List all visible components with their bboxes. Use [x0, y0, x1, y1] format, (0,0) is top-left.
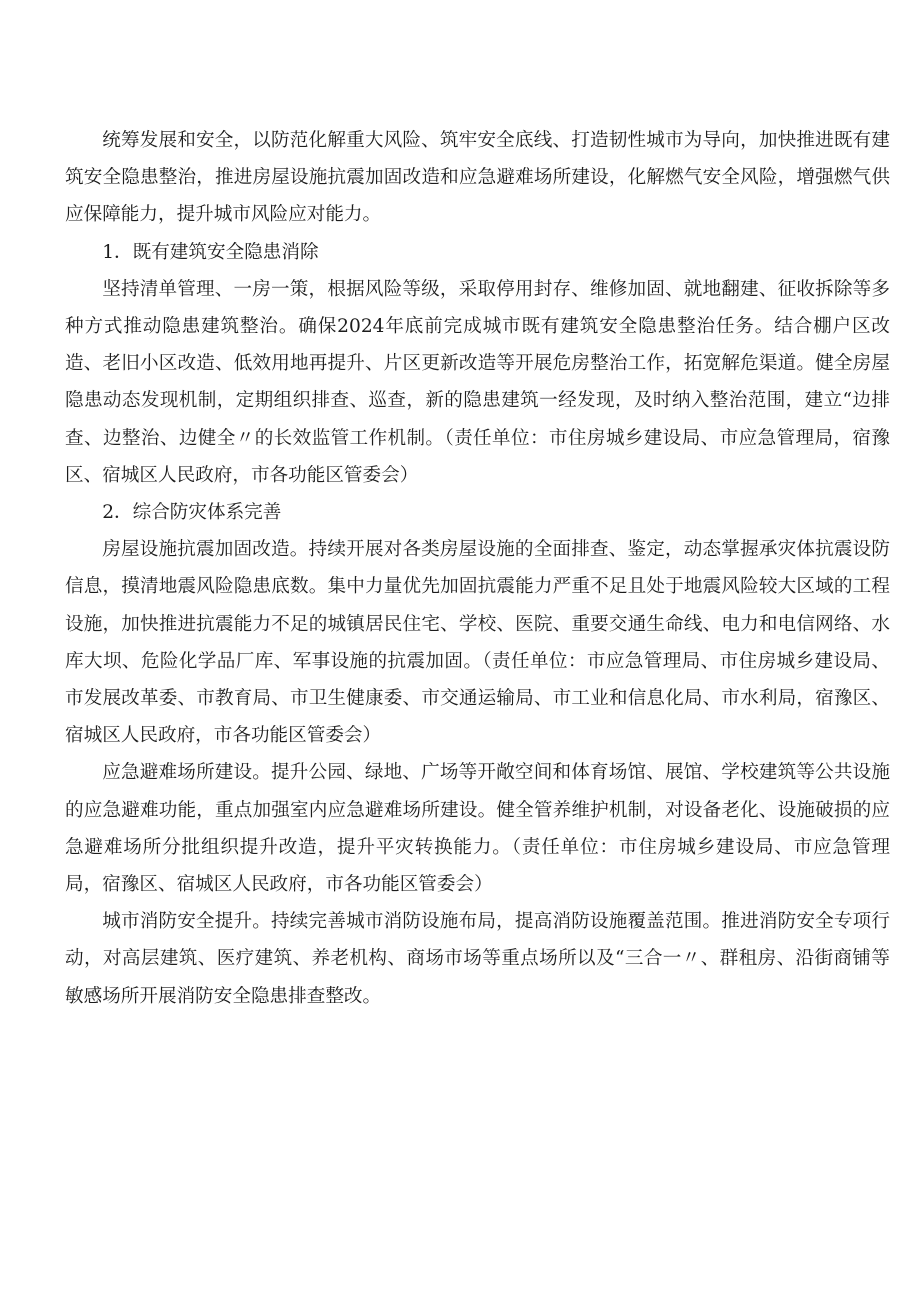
fire-safety-paragraph: 城市消防安全提升。持续完善城市消防设施布局，提高消防设施覆盖范围。推进消防安全专项行动，对高层建筑、医疗建筑、养老机构、商场市场等重点场所以及“三合一〃、群租房、沿街商铺等敏感场所开展消防安全隐患排查整改。 [65, 911, 890, 1007]
section1-heading: 1．既有建筑安全隐患消除 [102, 241, 319, 263]
intro-paragraph: 统筹发展和安全，以防范化解重大风险、筑牢安全底线、打造韧性城市为导向，加快推进既有建筑安全隐患整治，推进房屋设施抗震加固改造和应急避难场所建设，化解燃气安全风险，增强燃气供应保障能力，提升城市风险应对能力。 [65, 130, 890, 226]
document-page [65, 122, 890, 1015]
section2-heading: 2．综合防灾体系完善 [102, 502, 282, 524]
section1-paragraph: 坚持清单管理、一房一策，根据风险等级，采取停用封存、维修加固、就地翻建、征收拆除等多种方式推动隐患建筑整治。确保2024年底前完成城市既有建筑安全隐患整治任务。结合棚户区改造、老旧小区改造、低效用地再提升、片区更新改造等开展危房整治工作，拓宽解危渠道。健全房屋隐患动态发现机制，定期组织排查、巡查，新的隐患建筑一经发现，及时纳入整治范围，建立“边排查、边整治、边健全〃的长效监管工作机制。（责任单位：市住房城乡建设局、市应急管理局，宿豫区、宿城区人民政府，市各功能区管委会） [65, 278, 890, 486]
emergency-shelter-paragraph: 应急避难场所建设。提升公园、绿地、广场等开敞空间和体育场馆、展馆、学校建筑等公共设施的应急避难功能，重点加强室内应急避难场所建设。健全管养维护机制，对设备老化、设施破损的应急避难场所分批组织提升改造，提升平灾转换能力。（责任单位：市住房城乡建设局、市应急管理局，宿豫区、宿城区人民政府，市各功能区管委会） [65, 762, 890, 896]
seismic-retrofit-paragraph: 房屋设施抗震加固改造。持续开展对各类房屋设施的全面排查、鉴定，动态掌握承灾体抗震设防信息，摸清地震风险隐患底数。集中力量优先加固抗震能力严重不足且处于地震风险较大区域的工程设施，加快推进抗震能力不足的城镇居民住宅、学校、医院、重要交通生命线、电力和电信网络、水库大坝、危险化学品厂库、军事设施的抗震加固。（责任单位：市应急管理局、市住房城乡建设局、市发展改革委、市教育局、市卫生健康委、市交通运输局、市工业和信息化局、市水利局，宿豫区、宿城区人民政府，市各功能区管委会） [65, 539, 890, 747]
